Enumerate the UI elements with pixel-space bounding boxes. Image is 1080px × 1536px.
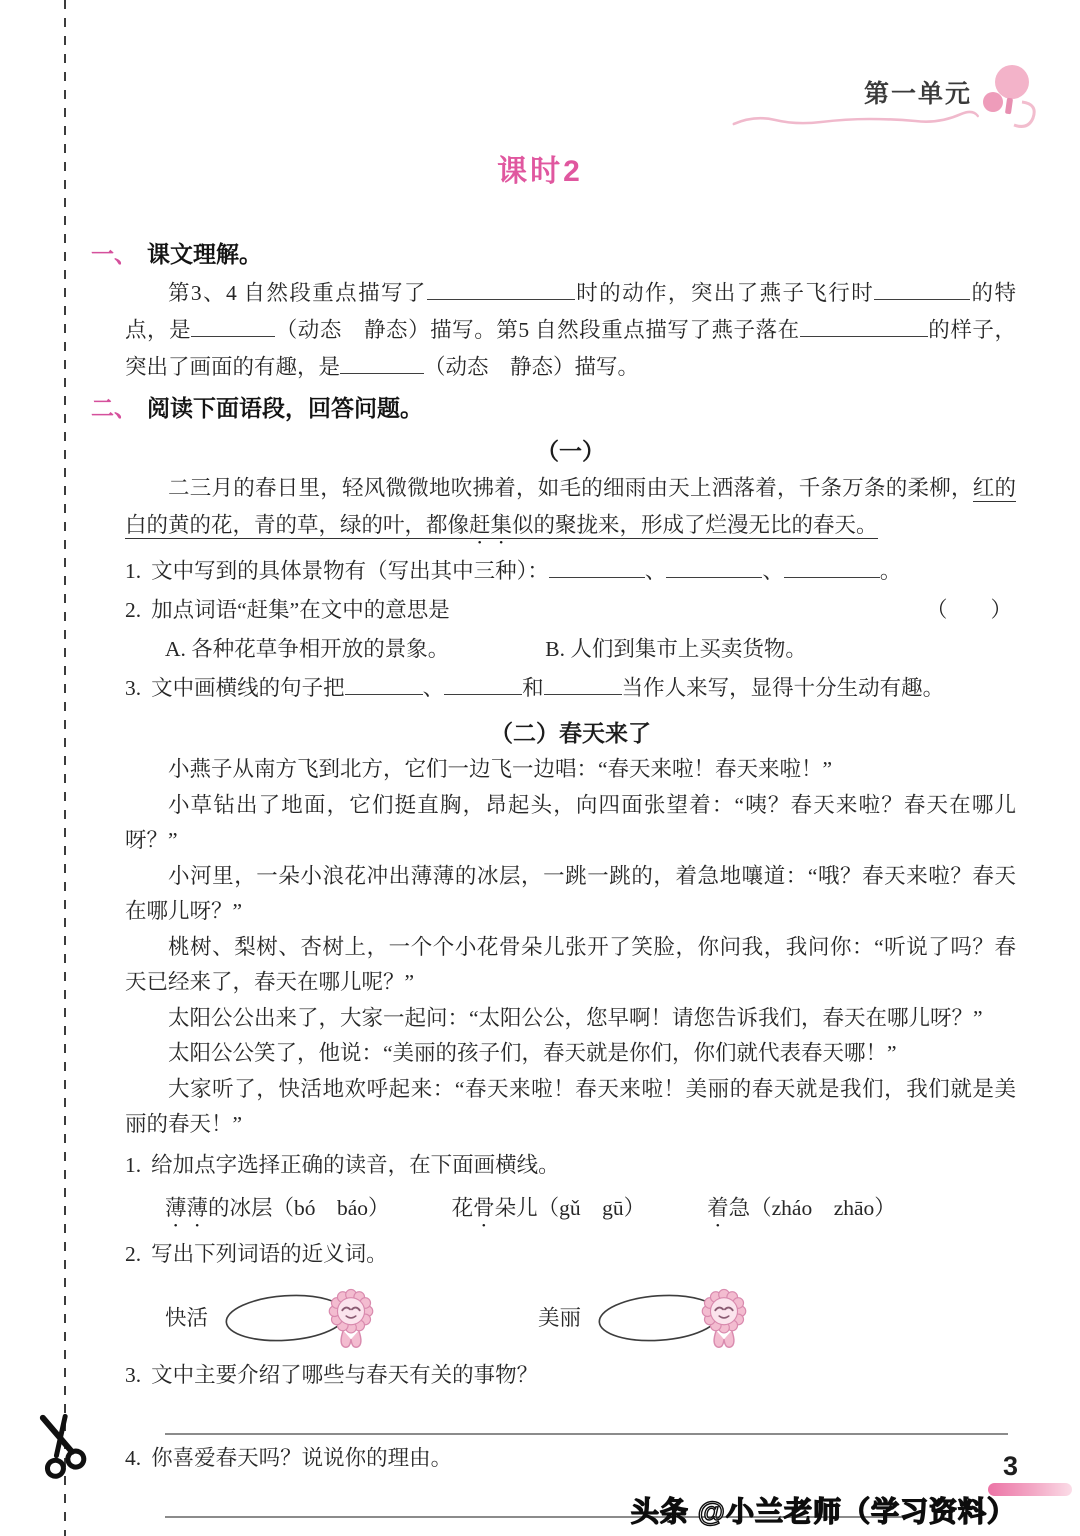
part1-question-3 [125,671,1016,705]
answer-oval [220,1282,388,1352]
part1-question-2 [125,593,1016,627]
underlined-text: 红的白的黄的花，青的草，绿的叶，都像 [125,476,1016,537]
part2-question-2 [125,1237,1016,1271]
passage-paragraph: 小燕子从南方飞到北方，它们一边飞一边唱：“春天来啦！春天来啦！” [168,757,833,781]
question-number: 3. [125,676,142,700]
part1-question-1 [125,554,1016,588]
part2-passage [125,752,1016,1143]
blank-line [544,674,622,695]
synonym-group-1 [165,1282,388,1352]
question-number: 2. [125,1241,142,1266]
question-text [151,676,944,700]
passage-paragraph: 小草钻出了地面，它们挺直胸，昂起头，向四面张望着：“咦？春天来啦？春天在哪儿呀？” [125,792,1016,852]
pinyin-item-1 [165,1190,390,1232]
blank-line [666,557,762,578]
synonym-word: 美丽 [538,1306,582,1330]
dotted-text: 骨 [473,1195,495,1220]
scissors-icon [28,1403,96,1487]
pinyin-choice-row [125,1190,1016,1232]
synonym-group-2 [538,1282,761,1352]
blank-line [800,316,928,337]
passage-paragraph: 小河里，一朵小浪花冲出薄薄的冰层，一跳一跳的，着急地嚷道：“哦？春天来啦？春天在哪儿呀？” [125,863,1016,923]
passage-paragraph: 桃树、梨树、杏树上，一个个小花骨朵儿张开了笑脸，你问我，我问你：“听说了吗？春天已经来了，春天在哪儿呢？” [125,934,1016,994]
passage-paragraph: 太阳公公出来了，大家一起问：“太阳公公，您早啊！请您告诉我们，春天在哪儿呀？” [168,1005,983,1030]
mascot-icon [695,1282,753,1352]
blank-line [784,557,880,578]
text-segment: 二三月的春日里，轻风微微地吹拂着，如毛的细雨由天上洒落着，千条万条的柔柳， [168,476,973,500]
section1-paragraph [125,275,1016,386]
section2-heading-text: 阅读下面语段，回答问题。 [147,395,423,421]
part1-question-2-options [125,632,1016,666]
question-number: 4. [125,1445,142,1470]
question-number: 2. [125,598,142,622]
page-number: 3 [1002,1451,1018,1481]
text-segment: （动态 静态）描写。第5 自然段重点描写了燕子落在 [275,318,800,342]
text-segment: 、 [422,676,445,700]
part2-header: （二）春天来了 [490,720,651,746]
question-text: 文中主要介绍了哪些与春天有关的事物？ [151,1362,539,1387]
question-number: 1. [125,559,142,583]
text-segment: 的样子，突出了画面的有趣，是 [125,318,1016,379]
passage-paragraph: 大家听了，快活地欢呼起来：“春天来啦！春天来啦！美丽的春天就是我们，我们就是美丽的春天！” [125,1076,1016,1136]
dotted-text: 着 [707,1195,729,1220]
question-text: 你喜爱春天吗？说说你的理由。 [151,1445,453,1470]
text-segment: 朵儿（gǔ gū） [494,1195,646,1220]
synonym-row [125,1281,1016,1353]
text-segment: （动态 静态）描写。 [424,355,640,379]
question-text: 给加点字选择正确的读音，在下面画横线。 [151,1152,560,1177]
passage-paragraph: 太阳公公笑了，他说：“美丽的孩子们，春天就是你们，你们就代表春天哪！” [168,1041,897,1065]
text-segment: 、 [762,559,784,583]
underlined-text: 似的聚拢来，形成了烂漫无比的春天。 [512,513,878,537]
lesson-title: 课时2 [497,155,583,188]
pinyin-item-3 [707,1190,896,1232]
blank-line [345,674,423,695]
section1-marker: 一、 [91,241,137,267]
answer-line [165,1397,1008,1435]
text-segment: 时的动作，突出了燕子飞行时 [574,281,875,305]
text-segment: 。 [879,559,902,583]
text-segment: 当作人来写，显得十分生动有趣。 [621,676,945,700]
blank-line [340,353,424,374]
question-text: 加点词语“赶集”在文中的意思是 [151,598,450,622]
part2-question-4 [125,1441,1016,1475]
mascot-icon [322,1282,380,1352]
part2-question-1 [125,1148,1016,1182]
watermark: 头条 @小兰老师（学习资料） [630,1496,1016,1527]
blank-line [874,279,970,300]
text-segment: 的冰层（bó báo） [208,1195,390,1220]
text-segment: 花 [451,1195,474,1220]
question-text [151,559,901,583]
text-segment: 和 [522,676,544,700]
answer-oval [593,1282,761,1352]
section2-heading [91,390,1016,423]
pinyin-item-2 [452,1190,646,1232]
section2-marker: 二、 [91,395,137,421]
section1-heading [91,236,1016,269]
text-segment: 第3、4 自然段重点描写了 [168,281,427,305]
dotted-text: 薄薄 [165,1195,209,1220]
text-segment: 文中写到的具体景物有（写出其中三种）： [151,559,549,583]
question-text: 写出下列词语的近义词。 [151,1241,388,1266]
blank-line [427,279,575,300]
option-b: B. 人们到集市上买卖货物。 [545,637,807,661]
underlined-dotted-text: 赶集 [469,513,513,537]
text-segment: 的特点，是 [125,281,1016,342]
unit-header [742,58,1062,148]
text-segment: 急（zháo zhāo） [728,1195,896,1220]
synonym-word: 快活 [165,1306,209,1330]
blank-line [444,674,522,695]
question-number: 3. [125,1362,142,1387]
option-a: A. 各种花草争相开放的景象。 [165,637,450,661]
flower-icon [972,58,1044,142]
part2-question-3 [125,1358,1016,1392]
blank-line [191,316,275,337]
part1-passage [125,470,1016,549]
blank-line [549,557,645,578]
part1-header: （一） [536,439,605,464]
cut-dashed-line [64,0,66,1536]
unit-label: 第一单元 [863,80,972,108]
text-segment: 、 [644,559,667,583]
question-number: 1. [125,1152,142,1177]
text-segment: 文中画横线的句子把 [151,676,345,700]
answer-bracket: （ ） [925,598,1012,622]
section1-heading-text: 课文理解。 [147,241,262,267]
content-column [91,236,1016,1518]
